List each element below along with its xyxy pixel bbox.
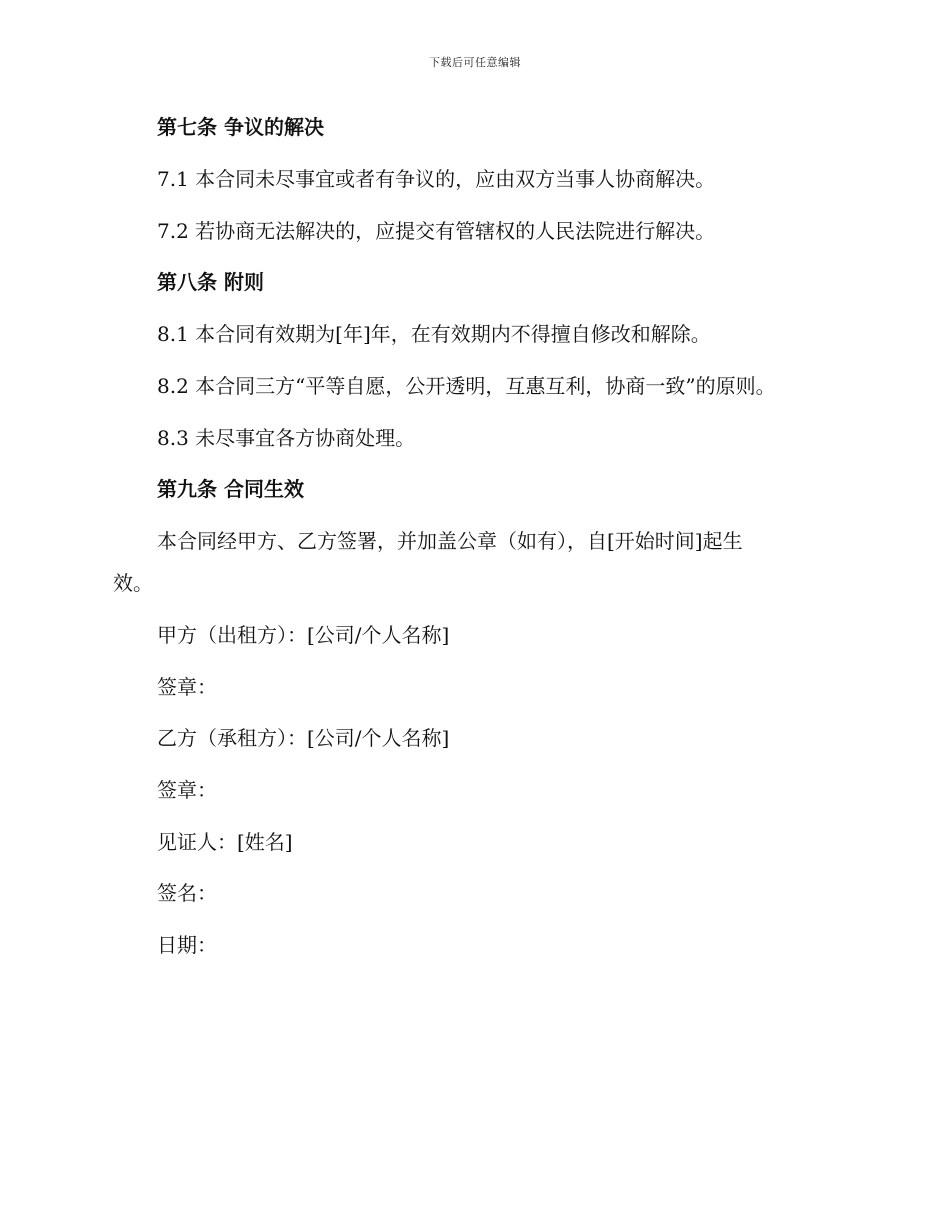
party-b-seal-label: 签章： <box>157 778 217 802</box>
clause-8-2: 8.2 本合同三方“平等自愿，公开透明，互惠互利，协商一致”的原则。 <box>157 374 776 398</box>
date-label: 日期： <box>157 933 217 957</box>
clause-8-1: 8.1 本合同有效期为[年]年，在有效期内不得擅自修改和解除。 <box>157 322 711 346</box>
party-b-label: 乙方（承租方）：[公司/个人名称] <box>157 726 450 750</box>
clause-7-1: 7.1 本合同未尽事宜或者有争议的，应由双方当事人协商解决。 <box>157 167 716 191</box>
clause-7-2: 7.2 若协商无法解决的，应提交有管辖权的人民法院进行解决。 <box>157 219 716 243</box>
clause-9-text-line2: 效。 <box>113 571 153 595</box>
witness-label: 见证人：[姓名] <box>157 830 293 854</box>
witness-sign-label: 签名： <box>157 881 217 905</box>
page-header: 下载后可任意编辑 <box>429 56 521 69</box>
clause-9-text-line1: 本合同经甲方、乙方签署，并加盖公章（如有），自[开始时间]起生 <box>157 529 743 553</box>
party-a-label: 甲方（出租方）：[公司/个人名称] <box>157 623 450 647</box>
section-7-title: 第七条 争议的解决 <box>157 115 324 139</box>
section-9-title: 第九条 合同生效 <box>157 477 304 501</box>
clause-8-3: 8.3 未尽事宜各方协商处理。 <box>157 426 416 450</box>
party-a-seal-label: 签章： <box>157 675 217 699</box>
section-8-title: 第八条 附则 <box>157 270 264 294</box>
